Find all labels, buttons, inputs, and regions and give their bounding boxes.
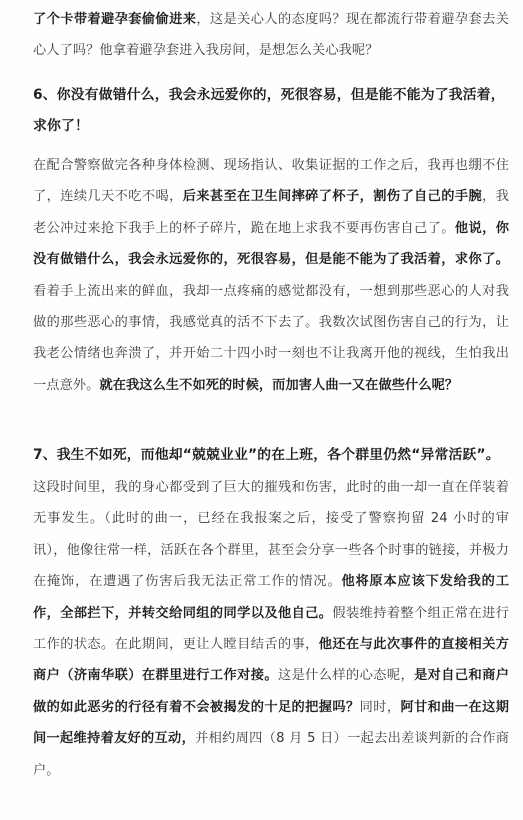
bold-text: 后来甚至在卫生间摔碎了杯子，割伤了自己的手腕 [182, 189, 483, 205]
bold-text: 了个卡带着避孕套偷偷进来 [33, 12, 197, 27]
body-text: ，这是关心人的态度吗？现在都流行带着避孕套去关心人了吗？他拿着避孕套进入我房间，是想怎么关心我呢？ [33, 12, 509, 59]
body-text: 这是什么样的心态呢， [277, 668, 415, 684]
body-text: 并相约周四（8 月 5 日）一起去出差谈判新的合作商户。 [33, 731, 509, 778]
body-text: 同时， [359, 699, 401, 715]
bold-text: 就在我这么生不如死的时候，而加害人曲一又在做些什么呢？ [99, 377, 459, 393]
bold-text: 是对自己和商户做的如此恶劣的行径有着不会被揭发的十足的把握吗？ [33, 668, 510, 715]
body-text: 看着手上流出来的鲜血，我却一点疼痛的感觉都没有，一想到那些恶心的人对我做的那些恶心的事情，我感觉真的活不下去了。我数次试图伤害自己的行为，让我老公情绪也奔溃了，并开始二十四小时一刻也不让我离开他的视线，生怕我出一点意外。 [33, 283, 509, 393]
section-heading-6: 6、你没有做错什么，我会永远爱你的，死很容易，但是能不能为了我活着，求你了！ [33, 87, 505, 135]
paragraph-section-6 [33, 150, 509, 401]
bold-text: 他将原本应该下发给我的工作，全部拦下，并转交给同组的同学以及他自己。 [33, 574, 509, 621]
paragraph-intro [33, 4, 509, 67]
body-text: 这段时间里，我的身心都受到了巨大的摧残和伤害，此时的曲一却一直在佯装着无事发生。（此时的曲一，已经在我报案之后，接受了警察拘留 24 小时的审讯），他像往常一样，活跃在各个群里，甚至会分享一些各个时事的链接，并极力在掩饰，在遭遇了伤害后我无法正常工作的情况。 [33, 480, 509, 590]
paragraph-section-7 [33, 472, 509, 786]
bold-text: 阿甘和曲一在这期间一起维持着友好的互动， [33, 699, 509, 747]
body-text: 假装维持着整个组正常在进行工作的状态。在此期间，更让人瞠目结舌的事， [33, 605, 509, 653]
bold-text: 他还在与此次事件的直接相关方商户（济南华联）在群里进行工作对接。 [33, 637, 509, 684]
bold-text: 他说，你没有做错什么，我会永远爱你的，死很容易，但是能不能为了我活着，求你了。 [33, 220, 509, 268]
body-text: ，我老公冲过来抢下我手上的杯子碎片，跪在地上求我不要再伤害自己了。 [33, 189, 509, 236]
body-text: 在配合警察做完各种身体检测、现场指认、收集证据的工作之后，我再也绷不住了，连续几天不吃不喝， [33, 158, 509, 205]
section-heading-7: 7、我生不如死，而他却“兢兢业业”的在上班，各个群里仍然“异常活跃”。 [33, 447, 500, 463]
